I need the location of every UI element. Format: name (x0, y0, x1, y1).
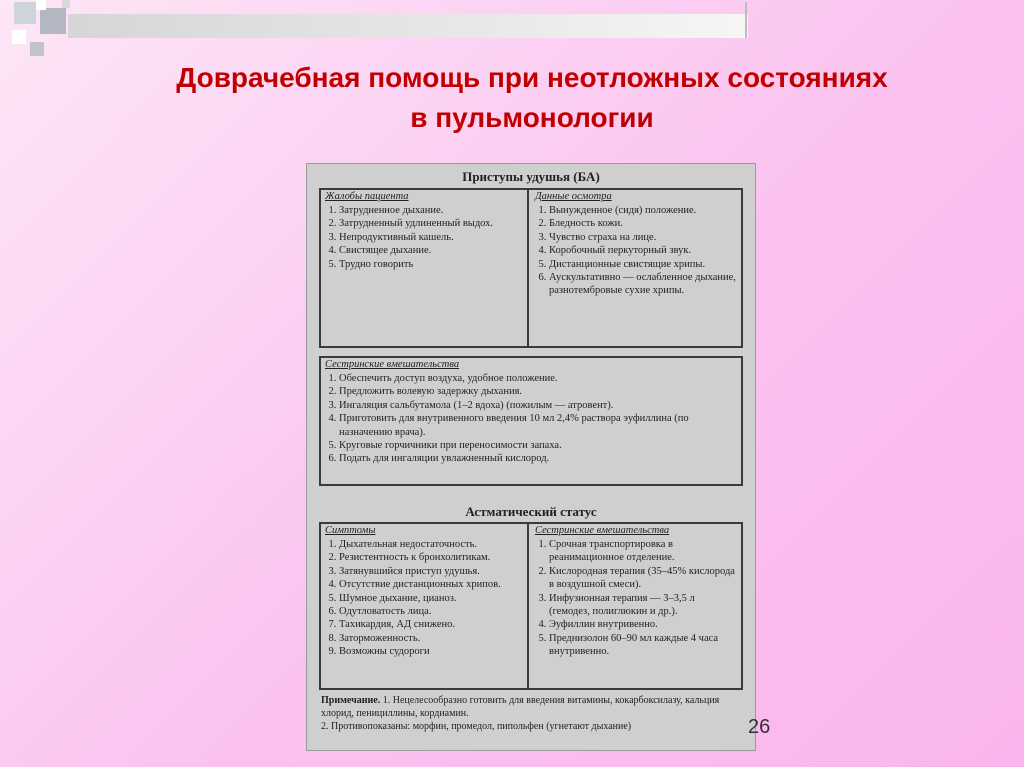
list-item: 4. Приготовить для внутривенного введения 10 мл 2,4% раствора эуфиллина (по назначению врача). (339, 412, 741, 439)
list-item: 1. Обеспечить доступ воздуха, удобное положение. (339, 372, 741, 385)
column-divider (527, 524, 529, 688)
scanned-table-image (306, 163, 756, 751)
note-block (321, 694, 739, 733)
title-line-2: в пульмонологии (410, 102, 654, 133)
list-item: 3. Затянувшийся приступ удушья. (339, 565, 527, 578)
list-item: 9. Возможны судороги (339, 645, 527, 658)
list-item: 7. Тахикардия, АД снижено. (339, 618, 527, 631)
nursing-list (321, 372, 741, 466)
list-item: 1. Затрудненное дыхание. (339, 204, 527, 217)
list-item: 4. Коробочный перкуторный звук. (549, 244, 741, 257)
note-text-1: 1. Нецелесообразно готовить для введения витамины, кокарбоксилазу, кальция хлорид, пенициллины, кордиамин. (321, 695, 720, 719)
list-item: 3. Чувство страха на лице. (549, 231, 741, 244)
list-item: 8. Заторможенность. (339, 632, 527, 645)
list-item: 5. Круговые горчичники при переносимости запаха. (339, 439, 741, 452)
list-item: 2. Затрудненный удлиненный выдох. (339, 217, 527, 230)
symptoms-header: Симптомы (325, 525, 376, 536)
list-item: 2. Кислородная терапия (35–45% кислорода в воздушной смеси). (549, 565, 741, 592)
list-item: 5. Дистанционные свистящие хрипы. (549, 258, 741, 271)
section-title-status-asthmaticus: Астматический статус (465, 504, 597, 519)
list-item: 1. Дыхательная недостаточность. (339, 538, 527, 551)
note-line-1 (321, 694, 739, 720)
exam-column (531, 190, 741, 346)
complaints-exam-box (319, 188, 743, 348)
list-item: 4. Свистящее дыхание. (339, 244, 527, 257)
nursing2-header: Сестринские вмешательства (535, 525, 670, 536)
decor-square (40, 8, 66, 34)
list-item: 1. Вынужденное (сидя) положение. (549, 204, 741, 217)
nursing2-list (531, 538, 741, 659)
exam-list (531, 204, 741, 298)
section-title-asthma-attack: Приступы удушья (БА) (462, 169, 600, 184)
note-label: Примечание. (321, 695, 381, 706)
column-divider (527, 190, 529, 346)
complaints-header: Жалобы пациента (325, 191, 409, 202)
list-item: 3. Ингаляция сальбутамола (1–2 вдоха) (пожилым — атровент). (339, 399, 741, 412)
page-number: 26 (748, 716, 771, 738)
list-item: 6. Подать для ингаляции увлажненный кислород. (339, 452, 741, 465)
list-item: 1. Срочная транспортировка в реанимационное отделение. (549, 538, 741, 565)
list-item: 2. Резистентность к бронхолитикам. (339, 551, 527, 564)
complaints-list (321, 204, 527, 271)
decor-square (14, 2, 36, 24)
symptoms-nursing-box (319, 522, 743, 690)
list-item: 6. Аускультативно — ослабленное дыхание, разнотембровые сухие хрипы. (549, 271, 741, 298)
decor-square (36, 0, 46, 10)
symptoms-column (321, 524, 527, 688)
list-item: 3. Непродуктивный кашель. (339, 231, 527, 244)
list-item: 2. Бледность кожи. (549, 217, 741, 230)
list-item: 5. Преднизолон 60–90 мл каждые 4 часа внутривенно. (549, 632, 741, 659)
decor-square (12, 30, 26, 44)
list-item: 3. Инфузионная терапия — 3–3,5 л (гемодез, полиглюкин и др.). (549, 592, 741, 619)
slide-title (40, 58, 1024, 138)
decor-bar (68, 14, 748, 38)
list-item: 2. Предложить волевую задержку дыхания. (339, 385, 741, 398)
list-item: 5. Трудно говорить (339, 258, 527, 271)
nursing-header: Сестринские вмешательства (325, 359, 460, 370)
list-item: 4. Эуфиллин внутривенно. (549, 618, 741, 631)
list-item: 4. Отсутствие дистанционных хрипов. (339, 578, 527, 591)
title-line-1: Доврачебная помощь при неотложных состояниях (176, 62, 888, 93)
complaints-column (321, 190, 527, 346)
exam-header: Данные осмотра (535, 191, 612, 202)
decor-square (30, 42, 44, 56)
note-text-2: 2. Противопоказаны: морфин, промедол, пипольфен (угнетают дыхание) (321, 721, 632, 732)
list-item: 5. Шумное дыхание, цианоз. (339, 592, 527, 605)
nursing-interventions-box (319, 356, 743, 486)
nursing2-column (531, 524, 741, 688)
symptoms-list (321, 538, 527, 659)
decor-divider (745, 2, 747, 38)
decor-square (62, 0, 70, 8)
list-item: 6. Одутловатость лица. (339, 605, 527, 618)
